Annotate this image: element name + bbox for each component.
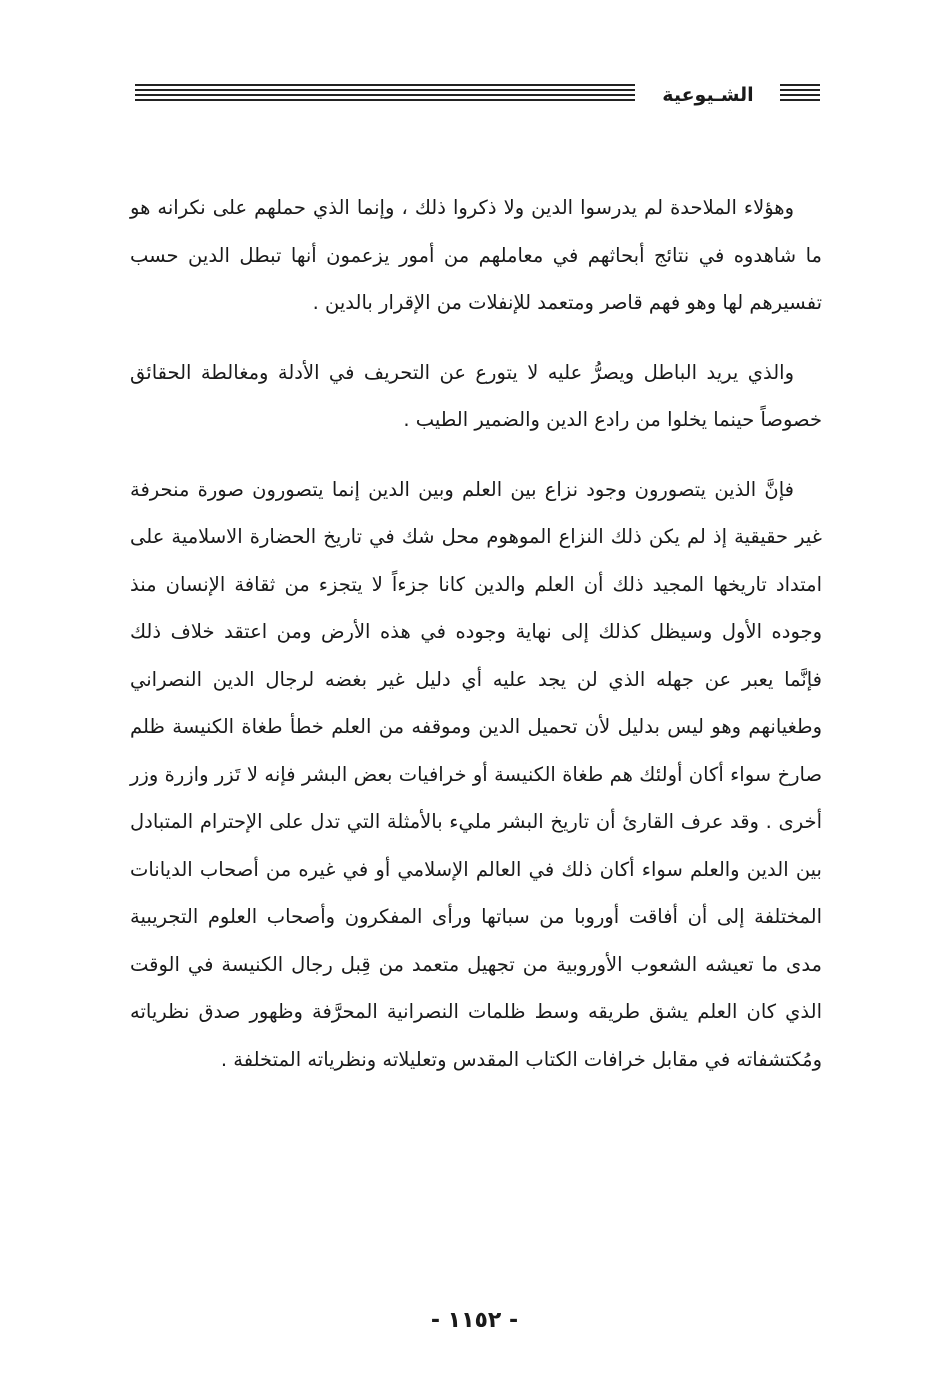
paragraph-3: فإنَّ الذين يتصورون وجود نزاع بين العلم وبين الدين إنما يتصورون صورة منحرفة غير حقيقية إذ لم يكن ذلك النزاع الموهوم محل شك في تاريخ الحضارة الاسلامية على امتداد تاريخها المجيد ذلك أن العلم والدين كانا جزءاً لا يتجزء من ثقافة الإنسان منذ وجوده الأول وسيظل كذلك إلى نهاية وجوده في هذه الأرض ومن اعتقد خلاف ذلك فإنَّما يعبر عن جهله الذي لن يجد عليه أي دليل غير بغضه لرجال الدين النصراني وطغيانهم وهو ليس بدليل لأن تحميل الدين وموقفه من العلم خطأ طغاة الكنيسة ظلم صارخ سواء أكان أولئك هم طغاة الكنيسة أو خرافيات بعض البشر فإنه لا تَزر وازرة وزر أخرى . وقد عرف القارئ أن تاريخ البشر مليء بالأمثلة التي تدل على الإحترام المتبادل بين الدين والعلم سواء أكان ذلك في العالم الإسلامي أو في غيره من أصحاب الديانات المختلفة إلى أن أفاقت أوروبا من سباتها ورأى المفكرون وأصحاب العلوم التجريبية مدى ما تعيشه الشعوب الأوروبية من تجهيل متعمد من قِبل رجال الكنيسة في الوقت الذي كان العلم يشق طريقه وسط ظلمات النصرانية المحرَّفة وظهور صدق نظرياته ومُكتشفاته في مقابل خرافات الكتاب المقدس وتعليلاته ونظرياته المتخلفة .: [130, 477, 822, 1071]
paragraph-2: والذي يريد الباطل ويصرُّ عليه لا يتورع عن التحريف في الأدلة ومغالطة الحقائق خصوصاً حينما يخلوا من رادع الدين والضمير الطيب .: [130, 360, 822, 431]
header-rule-lines: [135, 84, 635, 106]
header-rule-block: [780, 84, 820, 106]
paragraph-1: وهؤلاء الملاحدة لم يدرسوا الدين ولا ذكروا ذلك ، وإنما الذي حملهم على نكرانه هو ما شاهدوه في نتائج أبحاثهم في معاملهم من أمور يزعمون أنها تبطل الدين حسب تفسيرهم لها وهو فهم قاصر ومتعمد للإنفلات من الإقرار بالدين .: [130, 196, 822, 314]
running-header-title: الشـيوعية: [662, 84, 754, 106]
page-number: - ١١٥٢ -: [430, 1308, 519, 1333]
page-body: [130, 184, 822, 1105]
running-header: [135, 80, 820, 110]
